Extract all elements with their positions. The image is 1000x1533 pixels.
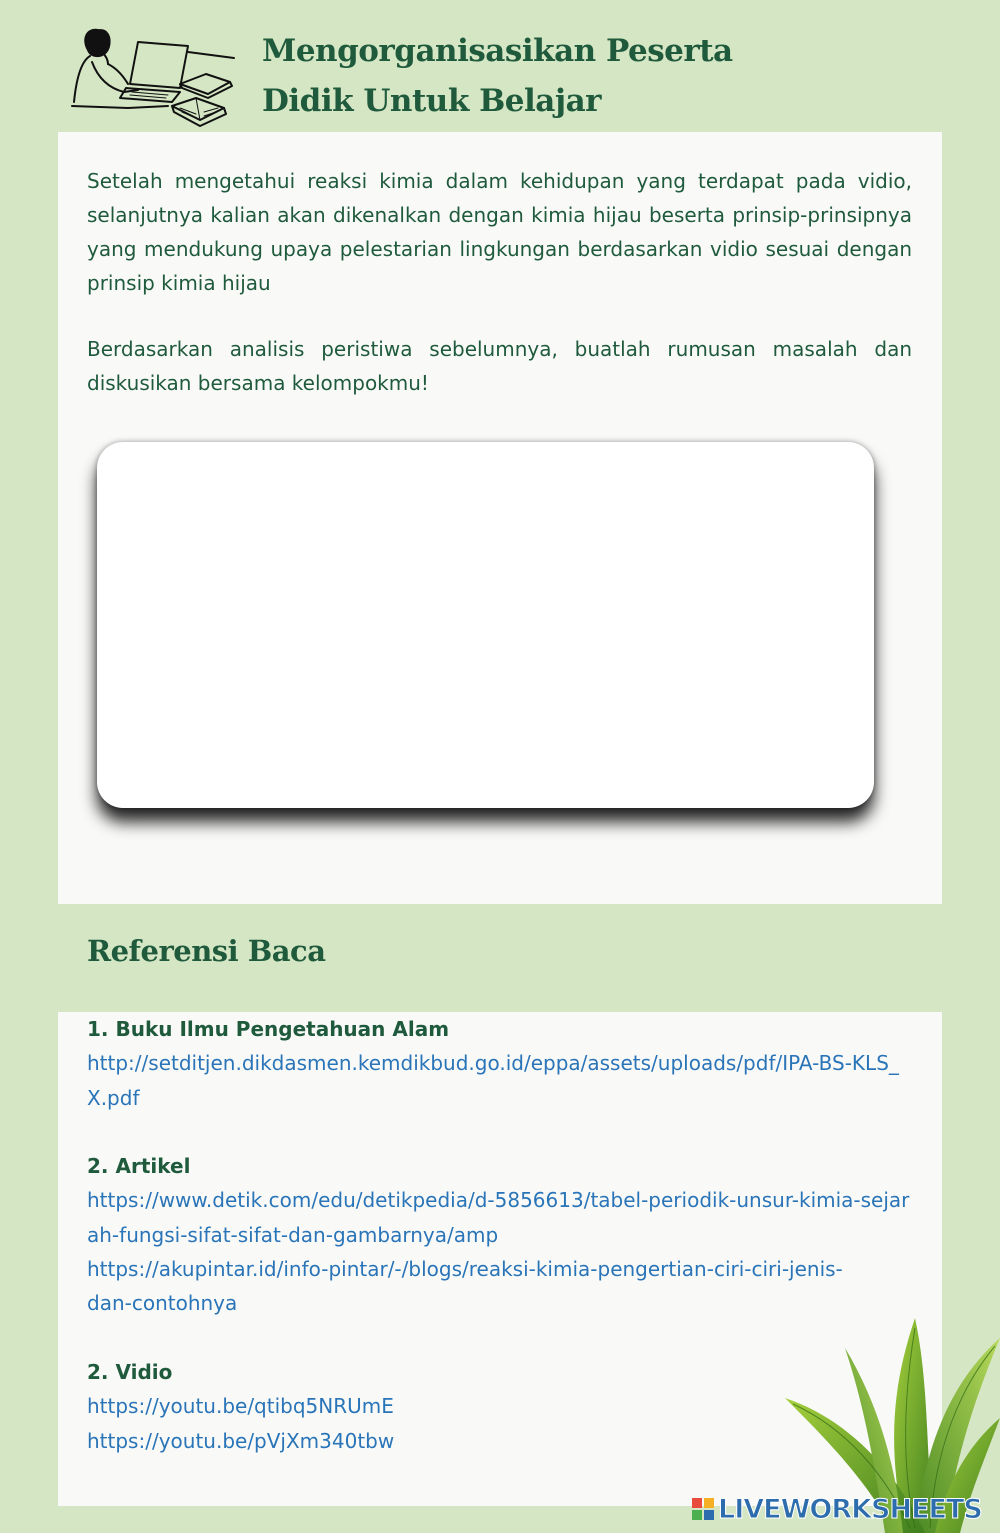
answer-box <box>97 442 874 808</box>
references-title: Referensi Baca <box>87 934 326 968</box>
ref-video-heading: 2. Vidio <box>87 1359 173 1384</box>
ref-article-heading: 2. Artikel <box>87 1154 191 1179</box>
page-title <box>262 26 902 126</box>
page-title-line1: Mengorganisasikan Peserta <box>262 33 733 69</box>
ref-video-link-1[interactable]: https://youtu.be/qtibq5NRUmE <box>87 1394 394 1419</box>
ref-article-link-2b[interactable]: dan-contohnya <box>87 1291 238 1316</box>
watermark-text: LIVEWORKSHEETS <box>718 1493 982 1525</box>
intro-panel <box>58 132 942 904</box>
ref-video-link-2[interactable]: https://youtu.be/pVjXm340tbw <box>87 1428 395 1453</box>
ref-book-link[interactable]: http://setditjen.dikdasmen.kemdikbud.go.id/eppa/assets/uploads/pdf/IPA-BS-KLS_X.pdf <box>87 1051 899 1110</box>
intro-paragraph-1: Setelah mengetahui reaksi kimia dalam kehidupan yang terdapat pada vidio, selanjutnya kalian akan dikenalkan dengan kimia hijau beserta prinsip-prinsipnya yang mendukung upaya pelestarian lingkungan berdasarkan vidio sesuai dengan prinsip kimia hijau <box>87 169 912 295</box>
ref-book-heading: 1. Buku Ilmu Pengetahuan Alam <box>87 1017 450 1041</box>
ref-article-link-2a[interactable]: https://akupintar.id/info-pintar/-/blogs/reaksi-kimia-pengertian-ciri-ciri-jenis- <box>87 1257 843 1282</box>
student-laptop-books-icon <box>68 22 240 134</box>
intro-paragraph-2: Berdasarkan analisis peristiwa sebelumnya, buatlah rumusan masalah dan diskusikan bersama kelompokmu! <box>87 337 912 395</box>
liveworksheets-watermark <box>692 1492 992 1526</box>
spacer <box>87 1115 917 1149</box>
answer-textarea[interactable] <box>97 442 874 808</box>
ref-article-link-1[interactable]: https://www.detik.com/edu/detikpedia/d-5856613/tabel-periodik-unsur-kimia-sejarah-fungsi-sifat-sifat-dan-gambarnya/amp <box>87 1188 910 1247</box>
liveworksheets-logo-icon <box>692 1498 714 1520</box>
page-title-line2: Didik Untuk Belajar <box>262 83 602 119</box>
